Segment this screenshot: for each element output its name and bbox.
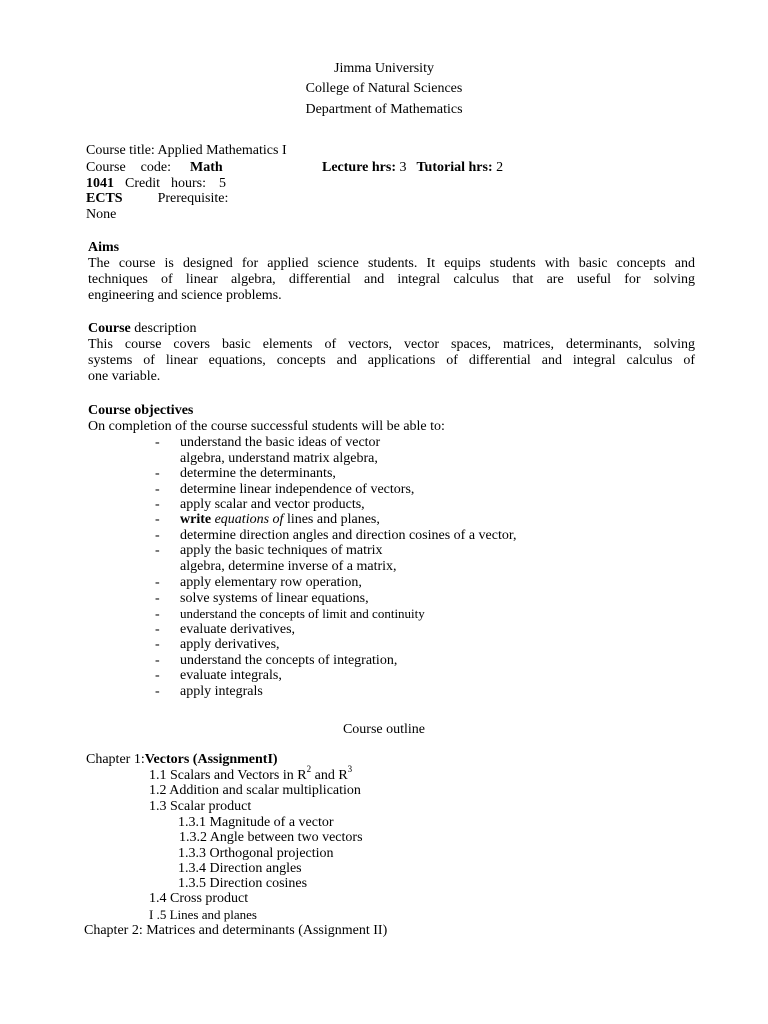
superscript: 3 [347,764,353,775]
university-name: Jimma University [334,61,434,76]
description-heading-bold: Course [88,321,131,336]
section-1-2: 1.2 Addition and scalar multiplication [149,783,361,798]
objective-item: - determine the determinants, [155,466,336,481]
hours-line [322,160,503,176]
objective-item: - determine direction angles and direction cosines of a vector, [155,528,517,543]
section-1-1 [149,764,353,784]
description-heading [88,321,197,337]
prerequisite-value: None [86,207,117,222]
section-1-3-5: 1.3.5 Direction cosines [178,876,308,891]
outline-heading: Course outline [342,722,426,737]
objective-item-continuation: algebra, determine inverse of a matrix, [180,559,397,574]
objective-item: - determine linear independence of vectors, [155,482,415,497]
section-text: 1.1 Scalars and Vectors in R [149,768,307,783]
credit-label2: hours: [171,176,206,191]
course-code-number: 1041 [86,176,114,191]
objective-text-italic: equations of [214,512,284,527]
section-1-3-1: 1.3.1 Magnitude of a vector [178,815,334,830]
objective-item: - understand the basic ideas of vector [155,435,381,450]
objective-item: - solve systems of linear equations, [155,591,369,606]
objective-text: solve systems of linear equations, [180,591,369,606]
section-1-3-4: 1.3.4 Direction angles [178,861,302,876]
objective-item: - apply scalar and vector products, [155,497,365,512]
objective-item: - write equations of lines and planes, [155,512,380,527]
objective-item: - apply integrals [155,684,263,699]
objective-text: lines and planes, [286,512,380,527]
superscript: 2 [306,764,312,775]
lecture-hrs-value: 3 [399,160,407,175]
aims-paragraph [88,256,695,304]
objective-item-continuation: algebra, understand matrix algebra, [180,451,378,466]
objective-text: understand the basic ideas of vector [180,435,381,450]
objective-text: evaluate derivatives, [180,622,296,637]
course-code-value: Math [190,160,223,175]
objective-item: - evaluate integrals, [155,668,282,683]
objective-text: understand the concepts of integration, [180,653,398,668]
objectives-intro: On completion of the course successful students will be able to: [88,419,445,434]
prerequisite-label: Prerequisite: [157,191,229,206]
department-name: Department of Mathematics [305,102,463,117]
course-code-label2: code: [140,160,171,175]
chapter-1-prefix: Chapter 1: [86,752,145,767]
credit-label: Credit [125,176,160,191]
ects-line [86,191,228,207]
objective-text: apply derivatives, [180,637,280,652]
objective-text: apply integrals [180,684,263,699]
description-heading-rest: description [130,321,197,336]
section-1-3-3: 1.3.3 Orthogonal projection [178,846,334,861]
objectives-heading: Course objectives [88,403,194,418]
objective-text: determine linear independence of vectors, [180,482,415,497]
description-line: systems of linear equations, concepts and applications of differential and integral calculus of [88,353,695,368]
objective-item: - understand the concepts of limit and continuity [155,606,425,622]
course-code-line [86,160,238,176]
objective-item: - apply elementary row operation, [155,575,362,590]
objective-item: - apply the basic techniques of matrix [155,543,383,558]
objective-item: - evaluate derivatives, [155,622,296,637]
chapter-1-heading [86,752,278,768]
objective-text: evaluate integrals, [180,668,282,683]
objective-text-bold: write [180,512,212,527]
lecture-hrs-label: Lecture hrs: [322,160,396,175]
college-name: College of Natural Sciences [305,81,463,96]
section-1-5: I .5 Lines and planes [149,907,257,922]
aims-line: techniques of linear algebra, differential and integral calculus that are useful for solving [88,272,695,287]
chapter-1-title: Vectors (AssignmentI) [144,752,278,767]
course-title: Course title: Applied Mathematics I [86,143,287,158]
aims-heading: Aims [88,240,120,255]
credit-value: 5 [219,176,226,191]
aims-line: engineering and science problems. [88,288,282,303]
section-1-3-2: 1.3.2 Angle between two vectors [179,830,363,845]
tutorial-hrs-label: Tutorial hrs: [416,160,493,175]
description-paragraph [88,337,695,385]
section-1-3: 1.3 Scalar product [149,799,252,814]
chapter-2-heading: Chapter 2: Matrices and determinants (Assignment II) [84,923,388,938]
objective-text: understand the concepts of limit and continuity [180,606,425,621]
objective-text: determine the determinants, [180,466,336,481]
section-1-4: 1.4 Cross product [149,891,249,906]
ects-label: ECTS [86,191,123,206]
description-line: This course covers basic elements of vectors, vector spaces, matrices, determinants, solving [88,337,695,352]
section-text: and R [311,768,348,783]
objective-item: - understand the concepts of integration, [155,653,398,668]
credit-line [86,176,226,192]
objective-text: determine direction angles and direction cosines of a vector, [180,528,517,543]
tutorial-hrs-value: 2 [496,160,504,175]
aims-line: The course is designed for applied science students. It equips students with basic concepts and [88,256,695,271]
objective-text: apply the basic techniques of matrix [180,543,383,558]
objective-text: apply elementary row operation, [180,575,362,590]
objective-text: apply scalar and vector products, [180,497,365,512]
objective-item: - apply derivatives, [155,637,280,652]
description-line: one variable. [88,369,161,384]
course-code-label: Course [86,160,126,175]
